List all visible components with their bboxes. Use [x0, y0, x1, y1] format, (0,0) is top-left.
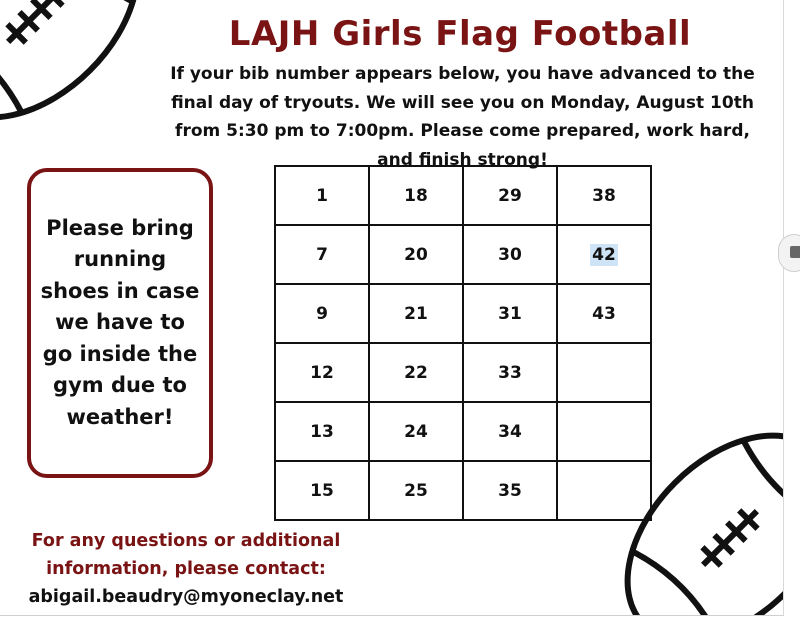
bib-number-cell	[369, 166, 463, 225]
contact-email[interactable]: abigail.beaudry@myoneclay.net	[28, 587, 344, 607]
empty-cell	[557, 461, 651, 520]
callout-text: Please bring running shoes in case we have to go inside the gym due to weather!	[40, 215, 200, 429]
bib-row	[275, 402, 651, 461]
bib-number-cell	[463, 166, 557, 225]
bib-number: 12	[310, 362, 334, 383]
bib-number-cell	[463, 225, 557, 284]
side-panel-tab[interactable]	[778, 234, 800, 272]
bib-number: 29	[498, 185, 522, 206]
bib-number: 1	[316, 185, 328, 206]
bib-number-cell	[275, 461, 369, 520]
bib-number-cell	[369, 225, 463, 284]
bib-number-cell	[369, 343, 463, 402]
bib-number: 9	[316, 303, 328, 324]
bib-number: 15	[310, 480, 334, 501]
bib-number: 24	[404, 421, 428, 442]
bib-number-cell	[275, 402, 369, 461]
page-title: LAJH Girls Flag Football	[228, 14, 692, 54]
bib-row	[275, 343, 651, 402]
bib-number: 31	[498, 303, 522, 324]
tryout-announcement: If your bib number appears below, you have advanced to the final day of tryouts. We will see you on Monday, August 10th from 5:30 pm to 7:00pm. Please come prepared, work hard, and finish strong!	[170, 64, 755, 170]
bib-number: 7	[316, 244, 328, 265]
bib-number-cell	[557, 284, 651, 343]
bib-number-cell	[275, 225, 369, 284]
bib-number: 13	[310, 421, 334, 442]
bib-row	[275, 166, 651, 225]
bib-number: 25	[404, 480, 428, 501]
bib-number-cell	[369, 402, 463, 461]
bib-number: 33	[498, 362, 522, 383]
bib-number-cell	[275, 343, 369, 402]
empty-cell	[557, 343, 651, 402]
bib-number-cell	[463, 343, 557, 402]
bib-number-cell	[557, 166, 651, 225]
bib-number-cell	[369, 284, 463, 343]
bib-row	[275, 461, 651, 520]
empty-cell	[557, 402, 651, 461]
contact-line: For any questions or additional information, please contact:	[31, 531, 341, 579]
bib-number-cell	[275, 284, 369, 343]
bib-number: 34	[498, 421, 522, 442]
football-icon	[0, 0, 165, 145]
bib-number-table	[274, 165, 652, 521]
bib-number-cell	[275, 166, 369, 225]
bib-row	[275, 225, 651, 284]
bib-number: 20	[404, 244, 428, 265]
contact-info	[10, 527, 362, 611]
bib-number: 35	[498, 480, 522, 501]
bib-row	[275, 284, 651, 343]
running-shoes-callout	[27, 168, 213, 478]
bib-number: 22	[404, 362, 428, 383]
bib-number: 21	[404, 303, 428, 324]
bib-number-cell	[463, 461, 557, 520]
bib-number-cell	[557, 225, 651, 284]
bib-number: 38	[592, 185, 616, 206]
bib-number: 30	[498, 244, 522, 265]
bib-number: 18	[404, 185, 428, 206]
bib-number-cell	[369, 461, 463, 520]
bib-number: 42	[592, 244, 616, 265]
bib-number: 43	[592, 303, 616, 324]
bib-number-cell	[463, 284, 557, 343]
bib-number-cell	[463, 402, 557, 461]
